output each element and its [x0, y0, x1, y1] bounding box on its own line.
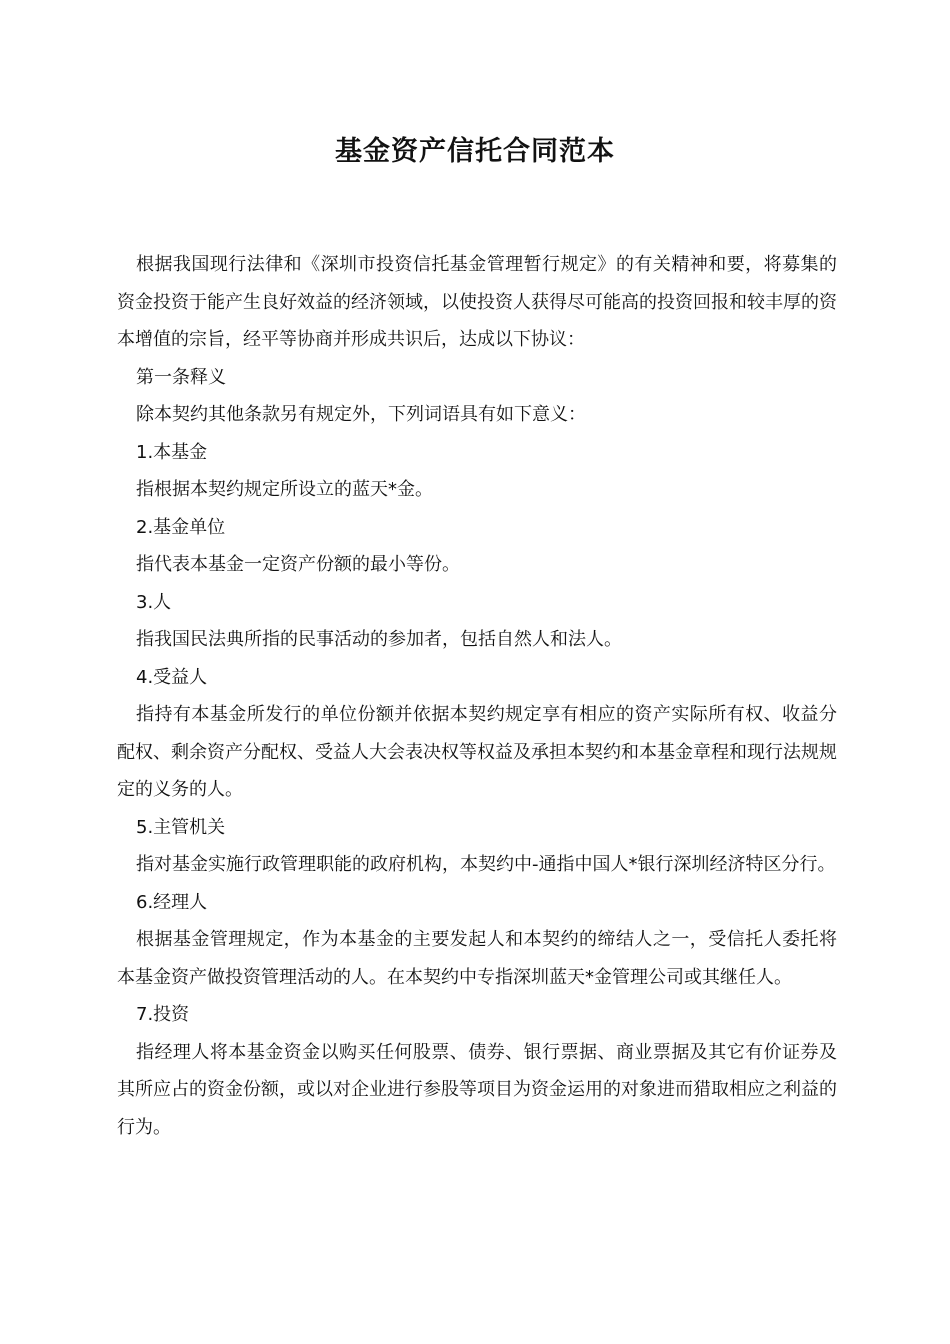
- body-paragraph: 指经理人将本基金资金以购买任何股票、债券、银行票据、商业票据及其它有价证券及其所应占的资金份额，或以对企业进行参股等项目为资金运用的对象进而猎取相应之利益的行为。: [117, 1041, 837, 1138]
- clause-line: 指根据本契约规定所设立的蓝天*金。: [136, 479, 433, 500]
- document-body: [117, 246, 837, 1146]
- body-paragraph: 指持有本基金所发行的单位份额并依据本契约规定享有相应的资产实际所有权、收益分配权、剩余资产分配权、受益人大会表决权等权益及承担本契约和本基金章程和现行法规规定的义务的人。: [117, 704, 837, 800]
- clause-line: 4.受益人: [136, 666, 208, 688]
- document-title: 基金资产信托合同范本: [335, 136, 615, 167]
- clause-line: 第一条释义: [136, 366, 226, 388]
- clause-line: 指我国民法典所指的民事活动的参加者，包括自然人和法人。: [136, 629, 622, 650]
- clause-line: 3.人: [136, 591, 172, 613]
- clause-line: 除本契约其他条款另有规定外，下列词语具有如下意义：: [136, 404, 586, 425]
- body-paragraph: 根据基金管理规定，作为本基金的主要发起人和本契约的缔结人之一，受信托人委托将本基金资产做投资管理活动的人。在本契约中专指深圳蓝天*金管理公司或其继任人。: [117, 929, 837, 988]
- body-paragraph: 指对基金实施行政管理职能的政府机构，本契约中-通指中国人*银行深圳经济特区分行。: [136, 854, 836, 875]
- clause-line: 6.经理人: [136, 891, 208, 913]
- clause-line: 指代表本基金一定资产份额的最小等份。: [136, 554, 460, 575]
- clause-line: 7.投资: [136, 1004, 190, 1025]
- clause-line: 2.基金单位: [136, 516, 226, 538]
- body-paragraph: 根据我国现行法律和《深圳市投资信托基金管理暂行规定》的有关精神和要，将募集的资金投资于能产生良好效益的经济领域，以使投资人获得尽可能高的投资回报和较丰厚的资本增值的宗旨，经平等协商并形成共识后，达成以下协议：: [117, 254, 837, 350]
- clause-line: 5.主管机关: [136, 816, 226, 838]
- clause-line: 1.本基金: [136, 441, 208, 463]
